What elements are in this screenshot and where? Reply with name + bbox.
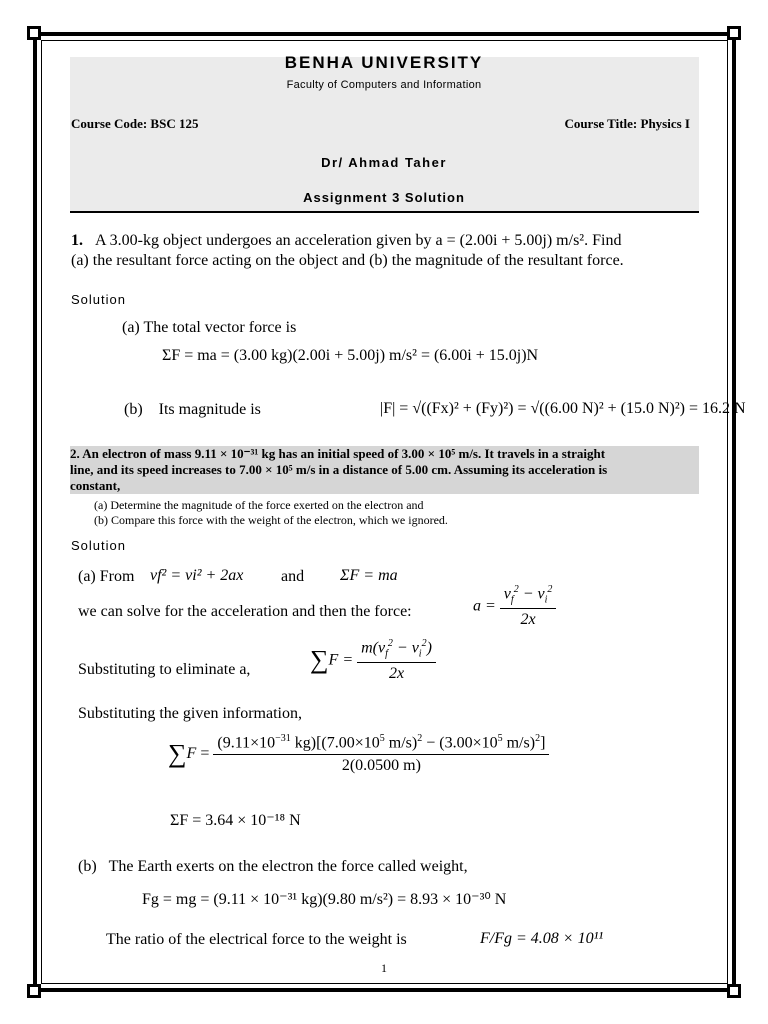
from-label: (a) From [78, 568, 135, 585]
ratio-equation: F/Fg = 4.08 × 10¹¹ [480, 930, 604, 947]
corner-ornament [27, 984, 41, 998]
question-number: 1. [71, 232, 83, 249]
question-1 [71, 231, 711, 271]
question-text: constant, [70, 478, 121, 493]
part-label: (b) [78, 858, 97, 875]
header-divider [70, 211, 699, 213]
corner-ornament [727, 26, 741, 40]
university-name: BENHA UNIVERSITY [284, 53, 484, 72]
part-b [78, 857, 468, 877]
course-code: Course Code: BSC 125 [71, 116, 199, 131]
weight-equation: Fg = mg = (9.11 × 10⁻³¹ kg)(9.80 m/s²) = 8.93 × 10⁻³⁰ N [142, 891, 507, 908]
question-2-subparts [94, 498, 448, 528]
newton-equation: ΣF = ma [340, 567, 398, 584]
course-title: Course Title: Physics I [564, 116, 690, 131]
acceleration-formula: a = $\frac{v_f^2 - v_i^2}{2x}$ [473, 584, 556, 629]
solve-text: we can solve for the acceleration and then the force: [78, 603, 412, 620]
question-text: line, and its speed increases to 7.00 × 10⁵ m/s in a distance of 5.00 cm. Assuming its acceleration is [70, 462, 608, 477]
substituted-equation: ∑F = $\frac{(9.11\times 10^{-31} kg)[(7.00\times 10^5 m/s)^2 - (3.00\times 10^5 m/s)^2]}{2(0.0500 m)}$ [168, 733, 549, 775]
part-b [124, 400, 261, 420]
instructor-name: Dr/ Ahmad Taher [321, 155, 447, 170]
corner-ornament [27, 26, 41, 40]
subpart-b: (b) Compare this force with the weight of the electron, which we ignored. [94, 513, 448, 527]
and-label: and [281, 568, 305, 585]
magnitude-equation: |F| = √((Fx)² + (Fy)²) = √((6.00 N)² + (15.0 N)²) = 16.2 N [380, 400, 746, 417]
corner-ornament [727, 984, 741, 998]
part-b-text: The Earth exerts on the electron the force called weight, [108, 858, 468, 875]
part-b-text: Its magnitude is [158, 401, 261, 418]
page-number: 1 [381, 961, 387, 975]
denominator: 2(0.0500 m) [341, 757, 421, 775]
kinematics-equation: vf² = vi² + 2ax [150, 567, 244, 584]
part-label: (b) [124, 401, 143, 418]
assignment-title: Assignment 3 Solution [303, 190, 465, 205]
part-a-text: (a) The total vector force is [122, 319, 297, 336]
faculty-name: Faculty of Computers and Information [286, 79, 482, 91]
solution-label: Solution [71, 292, 126, 307]
ratio-text: The ratio of the electrical force to the weight is [106, 931, 407, 948]
force-equation: ΣF = ma = (3.00 kg)(2.00i + 5.00j) m/s² = (6.00i + 15.0j)N [162, 347, 539, 364]
force-formula: ∑F = $\frac{m(v_f^2 - v_i^2)}{2x}$ [310, 638, 436, 683]
question-2 [70, 446, 699, 494]
question-text: (a) the resultant force acting on the object and (b) the magnitude of the resultant force. [71, 252, 624, 269]
question-text: A 3.00-kg object undergoes an acceleration given by a = (2.00i + 5.00j) m/s². Find [95, 232, 622, 249]
subpart-a: (a) Determine the magnitude of the force exerted on the electron and [94, 498, 424, 512]
force-result: ΣF = 3.64 × 10⁻¹⁸ N [170, 812, 301, 829]
substitute-text: Substituting to eliminate a, [78, 661, 251, 678]
question-text: 2. An electron of mass 9.11 × 10⁻³¹ kg has an initial speed of 3.00 × 10⁵ m/s. It travels in a straight [70, 446, 606, 461]
solution-label: Solution [71, 538, 126, 553]
given-text: Substituting the given information, [78, 705, 302, 722]
